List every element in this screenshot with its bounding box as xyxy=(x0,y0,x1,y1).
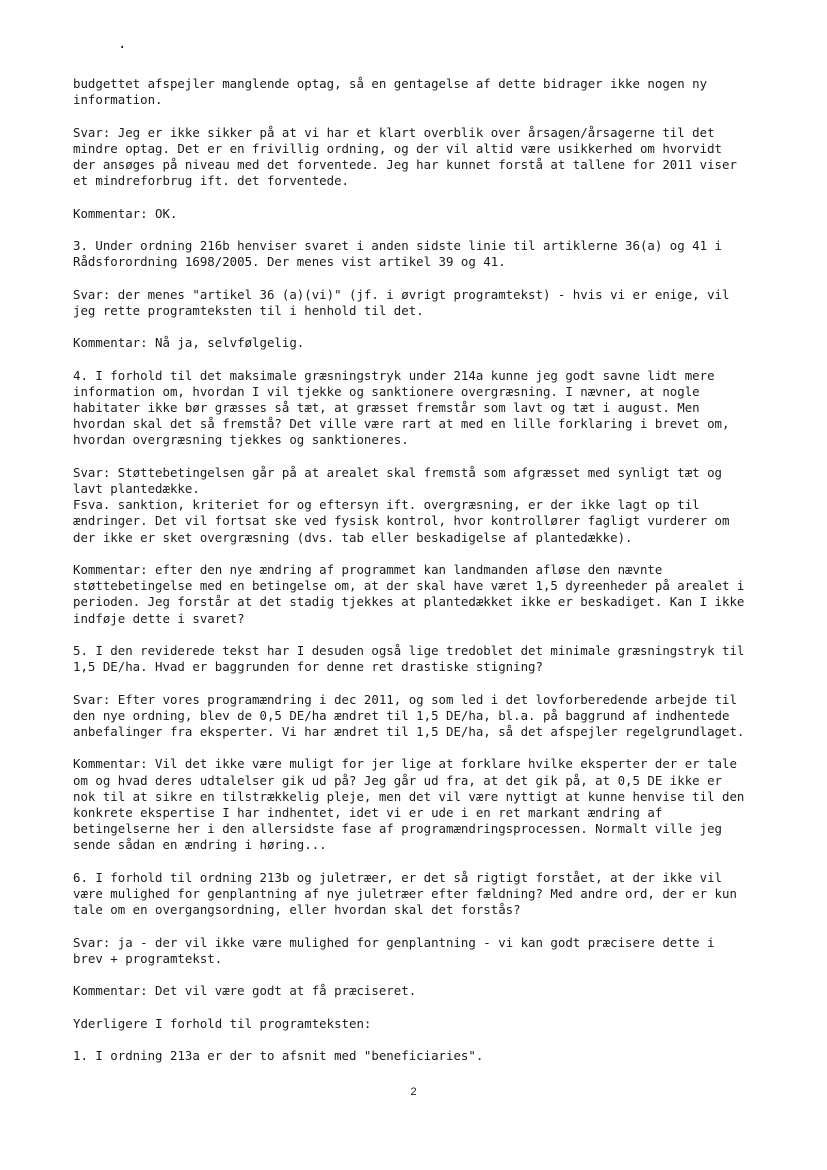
paragraph-question-4: 4. I forhold til det maksimale græsningstryk under 214a kunne jeg godt savne lidt mere information om, hvordan I vil tjekke og sanktionere overgræsning. I nævner, at nogle habitater ikke bør græsses så tæt, at græsset fremstår som lavt og tæt i august. Men hvordan skal det så fremstå? Det ville være rart at med en lille forklaring i brevet om, hvordan overgræsning tjekkes og sanktioneres. xyxy=(73,367,730,448)
paragraph-answer-4: Svar: Støttebetingelsen går på at arealet skal fremstå som afgræsset med synligt tæt og lavt plantedække. Fsva. sanktion, kriteriet for og eftersyn ift. overgræsning, er der ikke lagt op til ændringer. Det vil fortsat ske ved fysisk kontrol, hvor kontrollører fagligt vurderer om der ikke er sket overgræsning (dvs. tab eller beskadigelse af plantedække). xyxy=(73,464,730,545)
paragraph-comment-1: Kommentar: OK. xyxy=(73,205,178,221)
page-number: 2 xyxy=(410,1086,417,1098)
paragraph-answer-3: Svar: der menes "artikel 36 (a)(vi)" (jf. i øvrigt programtekst) - hvis vi er enige, vil jeg rette programteksten til i henhold til det. xyxy=(73,286,730,318)
paragraph-comment-6: Kommentar: Det vil være godt at få præciseret. xyxy=(73,983,417,999)
paragraph-comment-3: Kommentar: Nå ja, selvfølgelig. xyxy=(73,335,305,351)
paragraph-question-5: 5. I den reviderede tekst har I desuden også lige tredoblet det minimale græsningstryk til 1,5 DE/ha. Hvad er baggrunden for denne ret drastiske stigning? xyxy=(73,642,745,675)
paragraph-further-heading: Yderligere I forhold til programteksten: xyxy=(73,1015,372,1031)
paragraph-comment-4: Kommentar: efter den nye ændring af programmet kan landmanden afløse den nævnte støttebetingelse med en betingelse om, at der skal have været 1,5 dyreenheder på arealet i perioden. Jeg forstår at det stadig tjekkes at plantedækket ikke er beskadiget. Kan I ikke indføje dette i svaret? xyxy=(73,561,745,626)
paragraph-question-3: 3. Under ordning 216b henviser svaret i anden sidste linie til artiklerne 36(a) og 41 i Rådsforordning 1698/2005. Der menes vist artikel 39 og 41. xyxy=(73,237,723,270)
paragraph-budget-note: budgettet afspejler manglende optag, så en gentagelse af dette bidrager ikke nogen ny information. xyxy=(73,76,708,108)
paragraph-answer-1: Svar: Jeg er ikke sikker på at vi har et klart overblik over årsagen/årsagerne til det mindre optag. Det er en frivillig ordning, og der vil altid være usikkerhed om hvorvidt der ansøges på niveau med det forventede. Jeg har kunnet forstå at tallene for 2011 viser et mindreforbrug ift. det forventede. xyxy=(73,124,737,189)
paragraph-answer-5: Svar: Efter vores programændring i dec 2011, og som led i det lovforberedende arbejde til den nye ordning, blev de 0,5 DE/ha ændret til 1,5 DE/ha, bl.a. på baggrund af indhentede anbefalinger fra eksperter. Vi har ændret til 1,5 DE/ha, så det afspejler regelgrundlaget. xyxy=(73,691,745,739)
paragraph-comment-5: Kommentar: Vil det ikke være muligt for jer lige at forklare hvilke eksperter der er tale om og hvad deres udtalelser gik ud på? Jeg går ud fra, at det gik på, at 0,5 DE ikke er nok til at sikre en tilstrækkelig pleje, men det vil være nyttigt at kunne henvise til den konkrete ekspertise I har indhentet, idet vi er ude i en ret markant ændring af betingelserne her i den allersidste fase af programændringsprocessen. Normalt ville jeg sende sådan en ændring i høring... xyxy=(73,756,745,853)
paragraph-question-6: 6. I forhold til ordning 213b og juletræer, er det så rigtigt forstået, at der ikke vil være mulighed for genplantning af nye juletræer efter fældning? Med andre ord, der er kun tale om en overgangsordning, eller hvordan skal det forstås? xyxy=(73,869,737,918)
header-mark: . xyxy=(118,36,127,52)
paragraph-further-item-1: 1. I ordning 213a er der to afsnit med "beneficiaries". xyxy=(73,1047,484,1063)
paragraph-answer-6: Svar: ja - der vil ikke være mulighed for genplantning - vi kan godt præcisere dette i brev + programtekst. xyxy=(73,934,715,966)
document-body xyxy=(73,76,773,1064)
